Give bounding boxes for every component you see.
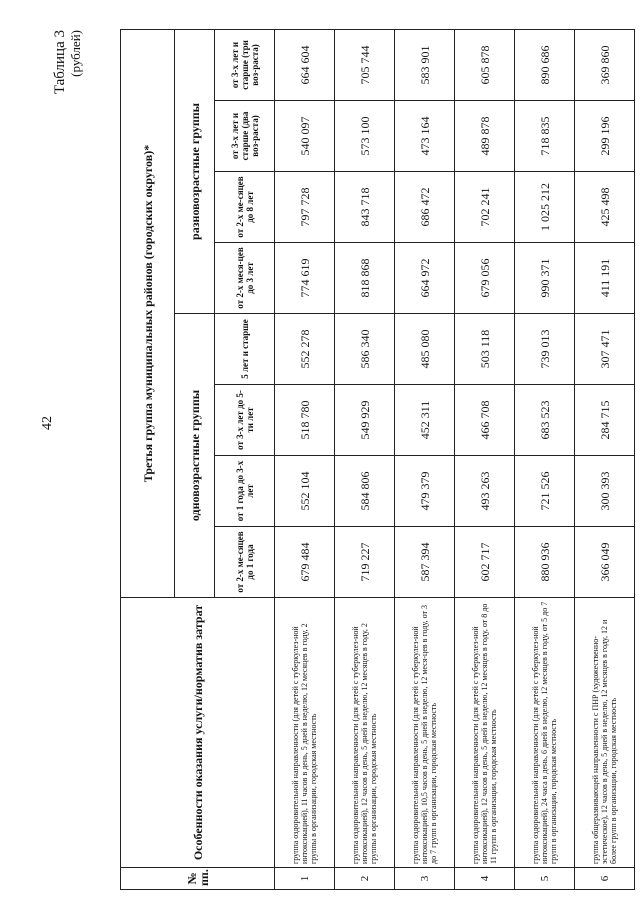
column-header: от 2-х ме-сяцев до 8 лет [215, 172, 275, 243]
cost-value: 1 025 212 [515, 172, 575, 243]
cost-value: 411 191 [575, 243, 635, 314]
column-header: от 1 года до 3-х лет [215, 456, 275, 527]
cost-value: 702 241 [455, 172, 515, 243]
column-header: 5 лет и старше [215, 314, 275, 385]
group-same-age-header: одновозрастные группы [175, 314, 215, 598]
row-description: группа оздоровительной направленности (для детей с туберкулез-ной интоксикацией), 10,5 часов в день, 5 дней в неделю, 12 меся-цев в году, от 3 до 7 групп в организации, городская местность [395, 598, 455, 868]
row-index: 3 [395, 868, 455, 890]
table-row [395, 29, 455, 889]
cost-value: 369 860 [575, 29, 635, 100]
cost-value: 683 523 [515, 385, 575, 456]
row-description: группа оздоровительной направленности (для детей с туберкулез-ной интоксикацией), 11 часов в день, 5 дней в неделю, 12 месяцев в году, 2 группы в организации, городская местность [275, 598, 335, 868]
cost-value: 299 196 [575, 101, 635, 172]
cost-value: 466 708 [455, 385, 515, 456]
cost-value: 719 227 [335, 527, 395, 598]
cost-value: 586 340 [335, 314, 395, 385]
cost-value: 587 394 [395, 527, 455, 598]
cost-value: 300 393 [575, 456, 635, 527]
cost-value: 583 901 [395, 29, 455, 100]
cost-value: 664 972 [395, 243, 455, 314]
column-header: от 2-х меся-цев до 3 лет [215, 243, 275, 314]
cost-value: 552 104 [275, 456, 335, 527]
cost-value: 549 929 [335, 385, 395, 456]
row-description: группа общеразвивающей направленности с ПНР (художественно-эстетическое), 12 часов в день, 5 дней в неделю, 12 месяцев в году, 12 и более групп в организации, городская местность [575, 598, 635, 868]
cost-value: 718 835 [515, 101, 575, 172]
cost-value: 880 936 [515, 527, 575, 598]
cost-value: 493 263 [455, 456, 515, 527]
row-index: 1 [275, 868, 335, 890]
cost-value: 540 097 [275, 101, 335, 172]
rotated-page-content [52, 30, 620, 890]
table-row [275, 29, 335, 889]
column-header: от 3-х лет до 5-ти лет [215, 385, 275, 456]
col-desc-header: Особенности оказания услуги/норматив затрат [121, 598, 275, 868]
cost-value: 307 471 [575, 314, 635, 385]
cost-value: 774 619 [275, 243, 335, 314]
row-index: 4 [455, 868, 515, 890]
cost-value: 843 718 [335, 172, 395, 243]
row-description: группа оздоровительной направленности (для детей с туберкулез-ной интоксикацией), 12 часов в день, 5 дней в неделю, 12 месяцев в году, от 8 до 11 групп в организации, городская местность [455, 598, 515, 868]
cost-value: 664 604 [275, 29, 335, 100]
cost-value: 705 744 [335, 29, 395, 100]
table-label: Таблица 3 [52, 30, 68, 95]
cost-value: 605 878 [455, 29, 515, 100]
cost-norms-table [120, 29, 635, 890]
cost-value: 284 715 [575, 385, 635, 456]
cost-value: 721 526 [515, 456, 575, 527]
table-row [515, 29, 575, 889]
cost-value: 679 056 [455, 243, 515, 314]
table-row [575, 29, 635, 889]
page-number: 42 [40, 416, 55, 430]
cost-value: 366 049 [575, 527, 635, 598]
column-header: от 3-х лет и старше (два воз-раста) [215, 101, 275, 172]
cost-value: 518 780 [275, 385, 335, 456]
column-header: от 2-х ме-сяцев до 1 года [215, 527, 275, 598]
cost-value: 485 080 [395, 314, 455, 385]
cost-value: 890 686 [515, 29, 575, 100]
row-description: группа оздоровительной направленности (для детей с туберкулез-ной интоксикацией), 24 часа в день, 6 дней в неделю, 12 месяцев в году, от 5 до 7 групп в организации, городская местность [515, 598, 575, 868]
col-num-header: № пп. [121, 868, 275, 890]
cost-value: 584 806 [335, 456, 395, 527]
cost-value: 818 868 [335, 243, 395, 314]
cost-value: 489 878 [455, 101, 515, 172]
cost-value: 679 484 [275, 527, 335, 598]
cost-value: 602 717 [455, 527, 515, 598]
table-row [335, 29, 395, 889]
cost-value: 479 379 [395, 456, 455, 527]
table-unit: (рублей) [68, 30, 83, 77]
row-index: 6 [575, 868, 635, 890]
cost-value: 552 278 [275, 314, 335, 385]
row-index: 2 [335, 868, 395, 890]
row-index: 5 [515, 868, 575, 890]
cost-value: 739 013 [515, 314, 575, 385]
cost-value: 797 728 [275, 172, 335, 243]
cost-value: 425 498 [575, 172, 635, 243]
cost-value: 503 118 [455, 314, 515, 385]
row-description: группа оздоровительной направленности (для детей с туберкулез-ной интоксикацией), 12 часов в день, 5 дней в неделю, 12 месяцев в году, 2 группы в организации, городская местность [335, 598, 395, 868]
column-header: от 3-х лет и старше (три воз-раста) [215, 29, 275, 100]
cost-value: 573 100 [335, 101, 395, 172]
main-header: Третья группа муниципальных районов (городских округов)* [121, 29, 175, 597]
table-caption [52, 30, 84, 94]
cost-value: 990 371 [515, 243, 575, 314]
group-mixed-age-header: разновозрастные группы [175, 29, 215, 313]
cost-value: 473 164 [395, 101, 455, 172]
cost-value: 452 311 [395, 385, 455, 456]
table-row [455, 29, 515, 889]
cost-value: 686 472 [395, 172, 455, 243]
